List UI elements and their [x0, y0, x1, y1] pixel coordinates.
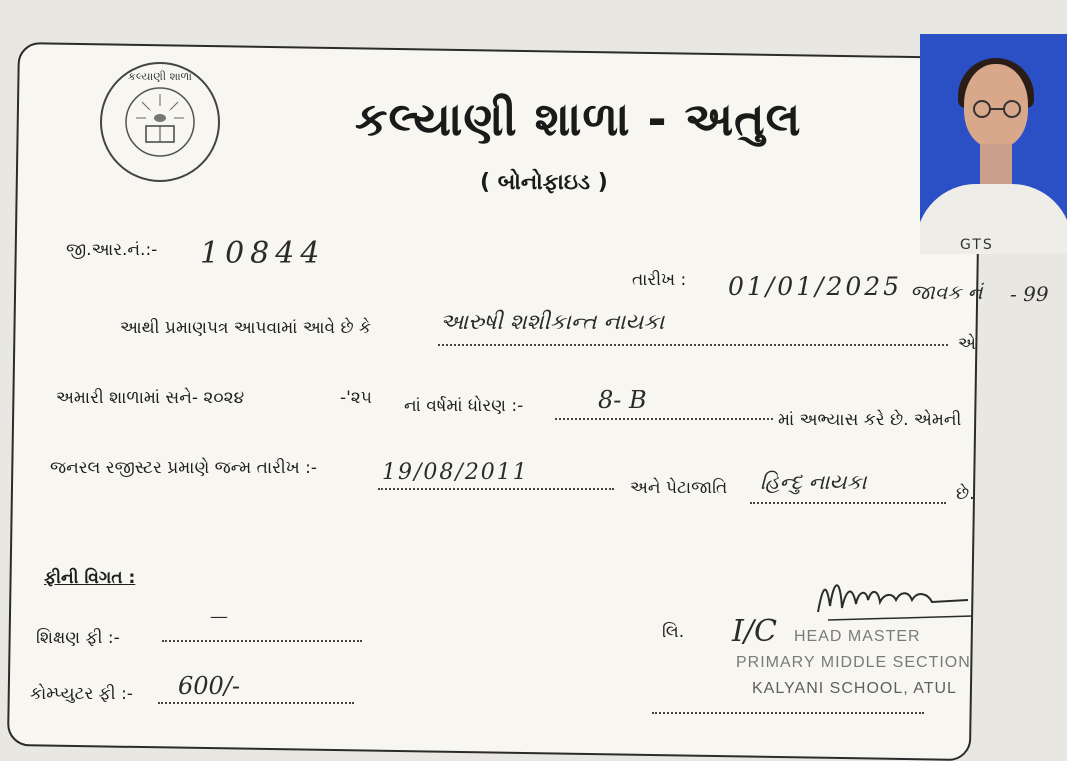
photo-caption: GTS	[960, 237, 994, 253]
dob-value: 19/08/2011	[382, 460, 529, 485]
date-value: 01/01/2025	[728, 272, 903, 301]
stamp-section: PRIMARY MIDDLE SECTION	[736, 654, 971, 671]
dob-label: જનરલ રજીસ્ટર પ્રમાણે જન્મ તારીખ :-	[50, 458, 318, 478]
line1-suffix: એ	[958, 334, 976, 354]
gr-number-label: જી.આર.નં.:-	[66, 240, 158, 260]
school-year-text: અમારી શાળામાં સને- ૨૦૨૪	[56, 388, 245, 408]
tuition-fee-label: શિક્ષણ ફી :-	[36, 628, 120, 648]
incharge-mark: I/C	[732, 614, 777, 649]
school-title: કલ્યાણી શાળા - અતુલ	[355, 92, 802, 146]
student-name: આરુષી શશીકાન્ત નાયકા	[440, 310, 665, 335]
certify-text: આથી પ્રમાણપત્ર આપવામાં આવે છે કે	[120, 318, 371, 338]
li-label: લિ.	[662, 622, 685, 642]
tuition-fee-value: —	[210, 606, 228, 627]
gr-number-value: 10844	[200, 236, 326, 271]
caste-label: અને પેટાજાતિ	[630, 478, 728, 498]
date-label: તારીખ :	[632, 270, 687, 290]
year-suffix: -'૨૫	[340, 388, 372, 408]
certificate-type: ( બોનોફાઇડ )	[480, 170, 608, 195]
student-photo	[920, 34, 1067, 254]
line2-suffix: માં અભ્યાસ કરે છે. એમની	[778, 410, 962, 430]
computer-fee-label: કોમ્પ્યુટર ફી :-	[30, 684, 133, 704]
computer-fee-value: 600/-	[178, 672, 241, 700]
standard-label: નાં વર્ષમાં ધોરણ :-	[404, 396, 524, 416]
standard-value: 8- B	[598, 386, 647, 414]
stamp-headmaster: HEAD MASTER	[794, 628, 921, 645]
outward-number-value: - 99	[1010, 282, 1049, 306]
seal-text: કલ્યાણી શાળા	[128, 70, 192, 83]
stamp-school: KALYANI SCHOOL, ATUL	[752, 680, 957, 697]
outward-number-label: જાવક નં	[910, 280, 983, 304]
caste-value: હિન્દુ નાયકા	[760, 470, 867, 494]
fee-details-heading: ફીની વિગત :	[44, 568, 136, 588]
headmaster-signature	[808, 570, 978, 630]
lamp-book-icon	[110, 72, 210, 172]
line3-suffix: છે.	[956, 484, 975, 504]
school-seal	[100, 62, 220, 182]
